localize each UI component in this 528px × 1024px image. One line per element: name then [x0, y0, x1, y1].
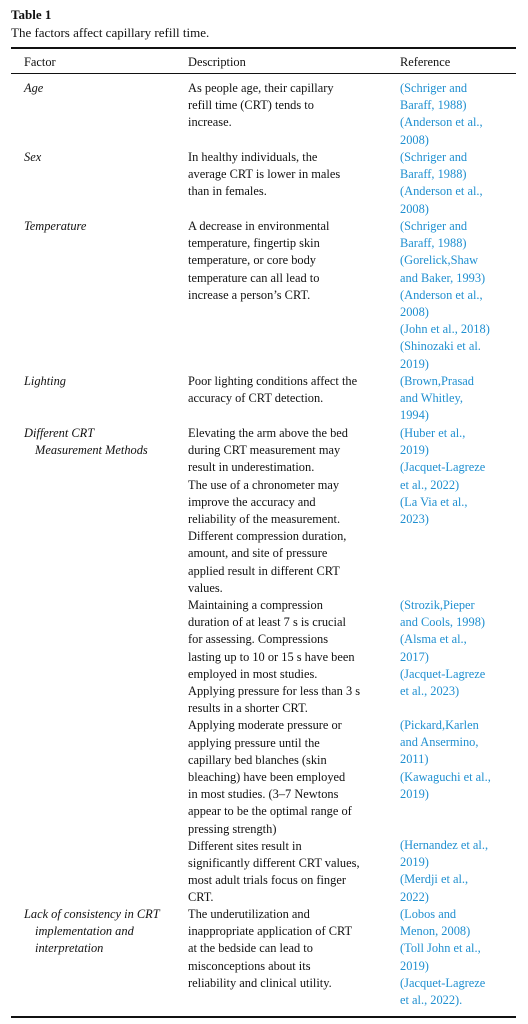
description-line: Poor lighting conditions affect the: [188, 374, 358, 388]
header-description: Description: [188, 55, 246, 69]
reference-link[interactable]: et al., 2022): [400, 477, 460, 492]
reference-link[interactable]: (Shinozaki et al.: [400, 339, 481, 354]
description-line: Applying pressure for less than 3 s: [188, 684, 361, 699]
reference-link[interactable]: (Schriger and: [400, 81, 468, 95]
description-line: values.: [188, 580, 223, 595]
reference-cell: [400, 80, 520, 149]
header-reference: Reference: [400, 55, 451, 69]
description-line: applied result in different CRT: [188, 563, 340, 578]
description-line: temperature, or core body: [188, 253, 316, 268]
description-line: increase a person’s CRT.: [188, 287, 311, 302]
factor-line: implementation and: [35, 924, 134, 939]
reference-link[interactable]: 2008): [400, 305, 429, 320]
reference-link[interactable]: (Kawaguchi et al.,: [400, 769, 491, 784]
reference-link[interactable]: 2008): [400, 132, 429, 147]
reference-link[interactable]: et al., 2023): [400, 684, 460, 699]
reference-link[interactable]: Baraff, 1988): [400, 98, 467, 113]
description-line: lasting up to 10 or 15 s have been: [188, 649, 355, 664]
description-line: Elevating the arm above the bed: [188, 426, 348, 440]
reference-link[interactable]: (Anderson et al.,: [400, 287, 483, 302]
reference-link[interactable]: (Toll John et al.,: [400, 941, 481, 956]
description-line: pressing strength): [188, 821, 277, 836]
description-line: applying pressure until the: [188, 735, 320, 750]
description-cell: [188, 80, 384, 132]
description-line: accuracy of CRT detection.: [188, 391, 324, 406]
description-line: increase.: [188, 115, 232, 130]
reference-link[interactable]: (Schriger and: [400, 150, 468, 164]
reference-link[interactable]: et al., 2022).: [400, 993, 463, 1008]
description-line: duration of at least 7 s is crucial: [188, 615, 346, 630]
description-cell: [188, 373, 384, 407]
description-line: As people age, their capillary: [188, 81, 334, 95]
description-line: Maintaining a compression: [188, 598, 323, 613]
reference-link[interactable]: 2019): [400, 958, 429, 973]
factor-cell: [24, 80, 182, 97]
factor-line: Age: [24, 81, 44, 95]
reference-link[interactable]: (Jacquet-Lagreze: [400, 460, 486, 475]
factor-cell: [24, 149, 182, 166]
factor-line: Measurement Methods: [35, 443, 148, 458]
description-line: appear to be the optimal range of: [188, 804, 352, 819]
description-line: reliability of the measurement.: [188, 512, 341, 527]
reference-link[interactable]: (Anderson et al.,: [400, 115, 483, 130]
reference-link[interactable]: 2022): [400, 889, 429, 904]
reference-link[interactable]: (Lobos and: [400, 907, 457, 921]
reference-cell: [400, 218, 520, 373]
description-line: misconceptions about its: [188, 958, 311, 973]
description-line: bleaching) have been employed: [188, 770, 346, 785]
factor-line: Different CRT: [24, 426, 95, 440]
reference-link[interactable]: 2017): [400, 649, 429, 664]
factor-line: interpretation: [35, 941, 104, 956]
description-line: Applying moderate pressure or: [188, 718, 342, 733]
description-line: Different sites result in: [188, 838, 302, 853]
reference-link[interactable]: 2019): [400, 443, 429, 458]
reference-cell: [400, 425, 520, 528]
reference-link[interactable]: 2011): [400, 752, 429, 767]
reference-link[interactable]: (Jacquet-Lagreze: [400, 666, 486, 681]
description-line: The underutilization and: [188, 907, 310, 921]
bottom-rule: [11, 1016, 516, 1018]
reference-cell: [400, 837, 520, 906]
description-line: during CRT measurement may: [188, 443, 341, 458]
reference-link[interactable]: (La Via et al.,: [400, 494, 468, 509]
description-line: for assessing. Compressions: [188, 632, 329, 647]
reference-link[interactable]: 2019): [400, 356, 429, 371]
reference-link[interactable]: (John et al., 2018): [400, 322, 490, 337]
reference-link[interactable]: and Ansermino,: [400, 735, 479, 750]
description-line: The use of a chronometer may: [188, 477, 340, 492]
reference-link[interactable]: (Strozik,Pieper: [400, 598, 475, 612]
factor-cell: [24, 425, 182, 459]
description-line: A decrease in environmental: [188, 219, 330, 233]
top-rule: [11, 47, 516, 49]
reference-link[interactable]: (Gorelick,Shaw: [400, 253, 479, 268]
reference-link[interactable]: (Hernandez et al.,: [400, 838, 489, 852]
header-rule: [11, 73, 516, 74]
factor-line: Lack of consistency in CRT: [24, 907, 160, 921]
description-line: temperature, fingertip skin: [188, 236, 320, 251]
reference-link[interactable]: 2019): [400, 855, 429, 870]
description-line: significantly different CRT values,: [188, 856, 360, 871]
factor-cell: [24, 373, 182, 390]
description-line: employed in most studies.: [188, 666, 318, 681]
description-line: Different compression duration,: [188, 529, 347, 544]
reference-link[interactable]: (Schriger and: [400, 219, 468, 233]
description-line: In healthy individuals, the: [188, 150, 318, 164]
table-title: The factors affect capillary refill time.: [11, 25, 210, 40]
description-line: temperature can all lead to: [188, 270, 320, 285]
table-label: Table 1: [11, 7, 52, 22]
reference-cell: [400, 717, 520, 803]
reference-link[interactable]: 2008): [400, 201, 429, 216]
reference-link[interactable]: Baraff, 1988): [400, 236, 467, 251]
factor-line: Sex: [24, 150, 42, 164]
description-line: reliability and clinical utility.: [188, 975, 332, 990]
reference-link[interactable]: and Baker, 1993): [400, 270, 486, 285]
description-line: result in underestimation.: [188, 460, 315, 475]
reference-cell: [400, 906, 520, 1009]
description-line: than in females.: [188, 184, 267, 199]
reference-link[interactable]: (Anderson et al.,: [400, 184, 483, 199]
description-line: refill time (CRT) tends to: [188, 98, 314, 113]
reference-link[interactable]: (Merdji et al.,: [400, 872, 469, 887]
reference-link[interactable]: 2023): [400, 512, 429, 527]
factor-cell: [24, 218, 182, 235]
reference-link[interactable]: (Huber et al.,: [400, 426, 466, 440]
description-line: in most studies. (3–7 Newtons: [188, 787, 339, 802]
reference-link[interactable]: and Whitley,: [400, 391, 463, 406]
description-line: at the bedside can lead to: [188, 941, 313, 956]
factor-cell: [24, 906, 182, 958]
description-line: average CRT is lower in males: [188, 167, 341, 182]
reference-cell: [400, 373, 520, 425]
reference-link[interactable]: 2019): [400, 786, 429, 801]
description-cell: [188, 149, 384, 201]
description-cell: [188, 425, 384, 907]
description-cell: [188, 906, 384, 992]
description-line: capillary bed blanches (skin: [188, 752, 327, 767]
factor-line: Lighting: [24, 374, 66, 388]
reference-link[interactable]: (Jacquet-Lagreze: [400, 975, 486, 990]
description-line: inappropriate application of CRT: [188, 924, 353, 939]
reference-cell: [400, 149, 520, 218]
description-line: improve the accuracy and: [188, 494, 316, 509]
reference-link[interactable]: (Brown,Prasad: [400, 374, 474, 388]
reference-link[interactable]: (Pickard,Karlen: [400, 718, 479, 732]
description-cell: [188, 218, 384, 304]
reference-link[interactable]: and Cools, 1998): [400, 615, 486, 630]
reference-cell: [400, 597, 520, 700]
reference-link[interactable]: 1994): [400, 408, 429, 423]
description-line: results in a shorter CRT.: [188, 701, 308, 716]
description-line: most adult trials focus on finger: [188, 873, 346, 888]
factor-line: Temperature: [24, 219, 87, 233]
reference-link[interactable]: (Alsma et al.,: [400, 632, 467, 647]
header-factor: Factor: [24, 55, 56, 69]
description-line: amount, and site of pressure: [188, 546, 328, 561]
table-caption: [11, 6, 516, 42]
reference-link[interactable]: Menon, 2008): [400, 924, 471, 939]
description-line: CRT.: [188, 890, 214, 905]
reference-link[interactable]: Baraff, 1988): [400, 167, 467, 182]
